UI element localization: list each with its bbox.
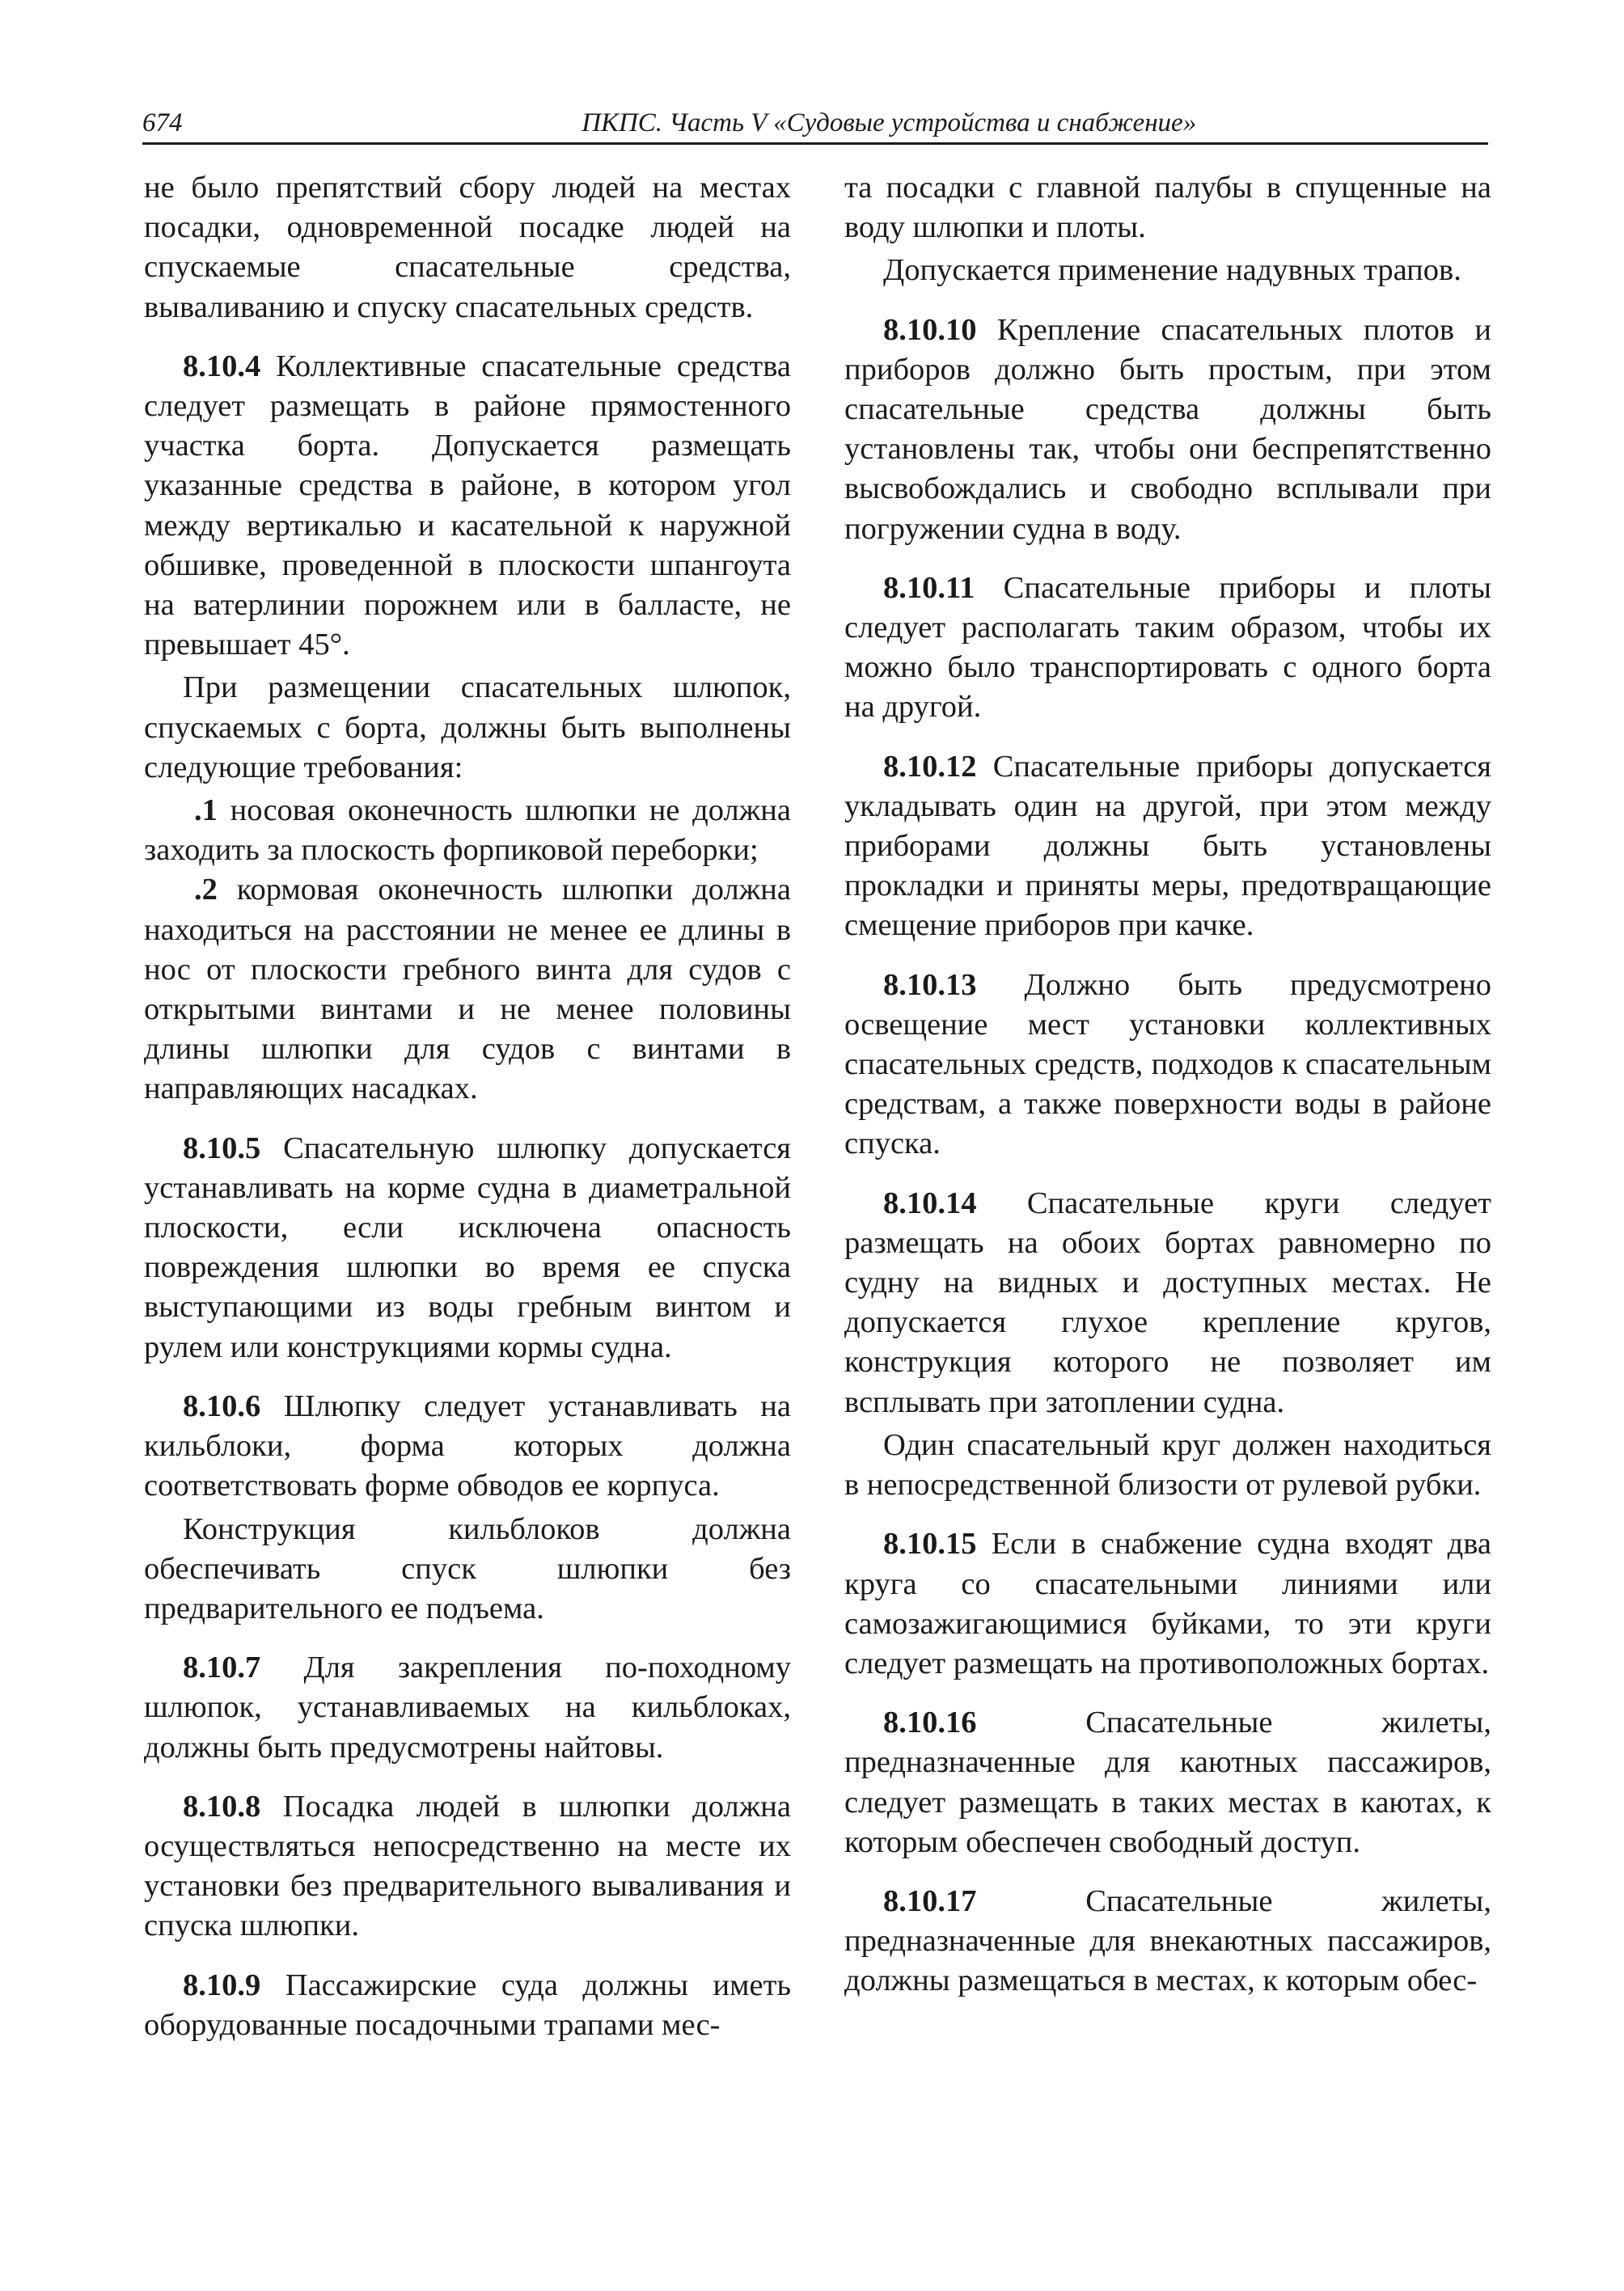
paragraph-text: не было препятствий сбору людей на местах посадки, одновременной посадке людей на спускаемые спасательные средства, вываливанию и спуску спасательных средств.	[144, 171, 791, 324]
paragraph	[144, 1510, 791, 1629]
left-column	[144, 168, 791, 2065]
clause-number: 8.10.5	[183, 1131, 261, 1165]
list-number: .1	[194, 793, 218, 828]
paragraph-text: та посадки с главной палубы в спущенные на воду шлюпки и плоты.	[844, 171, 1491, 245]
clause-number: 8.10.15	[883, 1527, 977, 1562]
list-text: носовая оконечность шлюпки не должна заходить за плоскость форпиковой переборки;	[144, 793, 791, 868]
clause-8-10-10	[844, 311, 1491, 549]
clause-text: Спасательные приборы и плоты следует располагать таким образом, чтобы их можно было транспортировать с одного борта на другой.	[844, 570, 1491, 725]
clause-8-10-7	[144, 1648, 791, 1768]
clause-number: 8.10.9	[183, 1968, 261, 2002]
clause-8-10-15	[844, 1524, 1491, 1684]
clause-number: 8.10.16	[883, 1706, 977, 1740]
list-item-1	[144, 791, 791, 870]
paragraph-text: Конструкция кильблоков должна обеспечивать спуск шлюпки без предварительного ее подъема.	[144, 1511, 791, 1625]
paragraph	[844, 251, 1491, 290]
clause-text: Спасательную шлюпку допускается устанавливать на корме судна в диаметральной плоскости, если исключена опасность повреждения шлюпки во время ее спуска выступающими из воды гребным винтом и рулем или конструкциями кормы судна.	[144, 1131, 791, 1364]
clause-number: 8.10.13	[883, 967, 977, 1002]
clause-text: Спасательные жилеты, предназначенные для каютных пассажиров, следует размещать в таких местах в каютах, к которым обеспечен свободный доступ.	[844, 1706, 1491, 1859]
clause-number: 8.10.12	[883, 749, 977, 784]
clause-number: 8.10.6	[183, 1389, 261, 1423]
clause-text: Спасательные жилеты, предназначенные для внекаютных пассажиров, должны размещаться в местах, к которым обес-	[844, 1883, 1491, 1998]
clause-8-10-14	[844, 1184, 1491, 1422]
clause-number: 8.10.4	[183, 349, 261, 383]
clause-8-10-5	[144, 1129, 791, 1367]
clause-8-10-11	[844, 569, 1491, 728]
clause-number: 8.10.10	[883, 312, 977, 347]
clause-8-10-8	[144, 1787, 791, 1947]
clause-8-10-16	[844, 1703, 1491, 1862]
clause-number: 8.10.17	[883, 1883, 977, 1918]
clause-text: Пассажирские суда должны иметь оборудованные посадочными трапами мес-	[144, 1968, 791, 2042]
paragraph	[844, 168, 1491, 247]
clause-text: Посадка людей в шлюпки должна осуществляться непосредственно на месте их установки без предварительного вываливания и спуска шлюпки.	[144, 1789, 791, 1943]
clause-number: 8.10.7	[183, 1651, 261, 1685]
running-title: ПКПС. Часть V «Судовые устройства и снабжение»	[582, 108, 1197, 137]
paragraph	[144, 668, 791, 788]
page-header	[142, 104, 1488, 145]
clause-8-10-12	[844, 747, 1491, 946]
clause-8-10-9	[144, 1966, 791, 2045]
page-number: 674	[142, 108, 183, 137]
clause-8-10-4	[144, 347, 791, 666]
clause-8-10-6	[144, 1387, 791, 1507]
clause-text: Крепление спасательных плотов и приборов должно быть простым, при этом спасательные средства должны быть установлены так, чтобы они беспрепятственно высвобождались и свободно всплывали при погружении судна в воду.	[844, 312, 1491, 546]
paragraph-text: Один спасательный круг должен находиться в непосредственной близости от рулевой рубки.	[844, 1427, 1491, 1503]
clause-text: Коллективные спасательные средства следует размещать в районе прямостенного участка борта. Допускается размещать указанные средства в районе, в котором угол между вертикалью и касательной к наружной обшивке, проведенной в плоскости шпангоута на ватерлинии порожнем или в балласте, не превышает 45°.	[144, 349, 791, 662]
clause-text: Должно быть предусмотрено освещение мест установки коллективных спасательных средств, подходов к спасательным средствам, а также поверхности воды в районе спуска.	[844, 967, 1491, 1161]
clause-text: Для закрепления по-походному шлюпок, устанавливаемых на кильблоках, должны быть предусмотрены найтовы.	[144, 1651, 791, 1765]
clause-text: Если в снабжение судна входят два круга со спасательными линиями или самозажигающимися буйками, то эти круги следует размещать на противоположных бортах.	[844, 1527, 1491, 1680]
clause-8-10-17	[844, 1882, 1491, 2001]
paragraph-text: При размещении спасательных шлюпок, спускаемых с борта, должны быть выполнены следующие требования:	[144, 670, 791, 784]
paragraph-text: Допускается применение надувных трапов.	[883, 253, 1461, 288]
list-item-2	[144, 870, 791, 1109]
paragraph	[144, 168, 791, 328]
clause-number: 8.10.11	[883, 570, 975, 605]
right-column	[844, 168, 1491, 2021]
clause-number: 8.10.14	[883, 1186, 977, 1220]
clause-number: 8.10.8	[183, 1789, 261, 1824]
paragraph	[844, 1426, 1491, 1505]
clause-text: Спасательные приборы допускается укладывать один на другой, при этом между приборами должны быть установлены прокладки и приняты меры, предотвращающие смещение приборов при качке.	[844, 749, 1491, 943]
list-number: .2	[194, 873, 218, 907]
clause-text: Шлюпку следует устанавливать на кильблоки, форма которых должна соответствовать форме обводов ее корпуса.	[144, 1389, 791, 1503]
clause-8-10-13	[844, 966, 1491, 1165]
list-text: кормовая оконечность шлюпки должна находиться на расстоянии не менее ее длины в нос от плоскости гребного винта для судов с открытыми винтами и не менее половины длины шлюпки для судов с винтами в направляющих насадках.	[144, 873, 791, 1106]
clause-text: Спасательные круги следует размещать на обоих бортах равномерно по судну на видных и доступных местах. Не допускается глухое крепление кругов, конструкция которого не позволяет им всплывать при затоплении судна.	[844, 1186, 1491, 1419]
